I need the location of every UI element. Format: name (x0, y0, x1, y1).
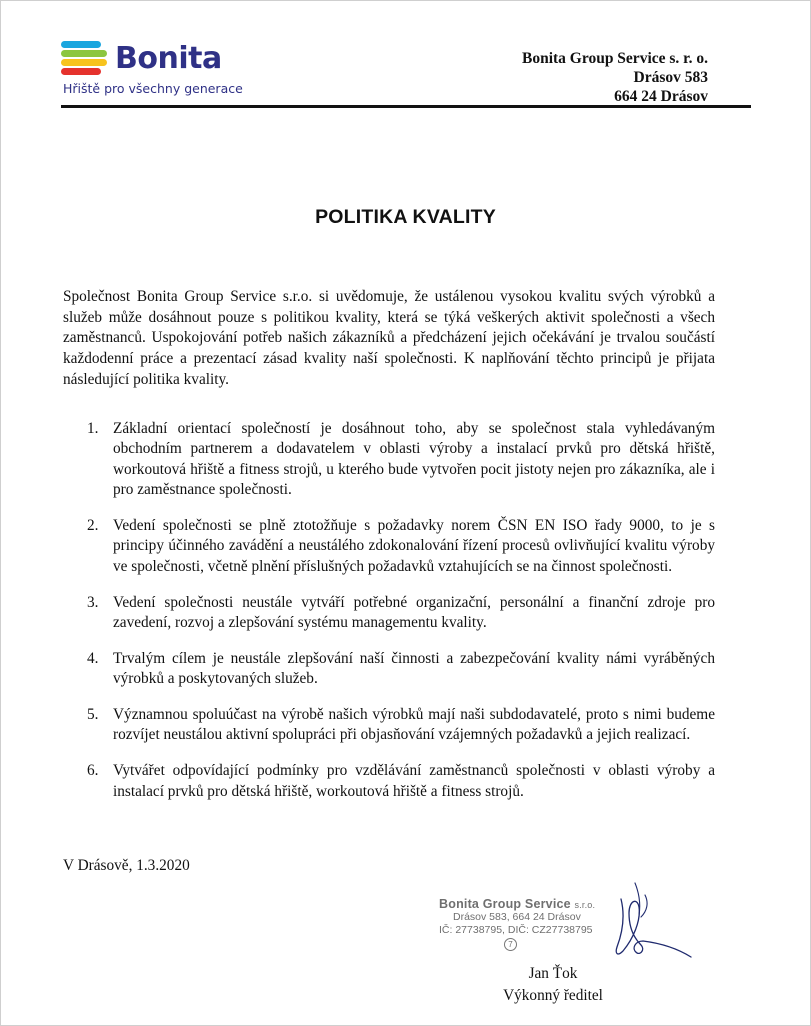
company-street: Drásov 583 (633, 69, 708, 86)
list-item-number: 5. (87, 706, 99, 724)
signer-role: Výkonný ředitel (503, 987, 603, 1004)
list-item (87, 705, 715, 746)
company-city: 664 24 Drásov (614, 88, 708, 105)
stamp-company: Bonita Group Service (439, 897, 571, 911)
document-title: POLITIKA KVALITY (315, 206, 496, 228)
company-name: Bonita Group Service s. r. o. (521, 50, 708, 67)
signer-block (491, 963, 615, 1007)
company-logo (61, 37, 251, 101)
list-item (87, 761, 715, 802)
list-item-text: Vedení společnosti neustále vytváří potřebné organizační, personální a finanční zdroje pro zavedení, rozvoj a zlepšování systému managementu kvality. (113, 593, 715, 632)
stamp-ids: IČ: 27738795, DIČ: CZ27738795 (439, 924, 593, 936)
logo-tagline: Hřiště pro všechny generace (63, 81, 243, 96)
header-divider (61, 105, 751, 108)
list-item (87, 516, 715, 577)
list-item (87, 419, 715, 501)
list-item-number: 1. (87, 420, 99, 437)
place-and-date: V Drásově, 1.3.2020 (63, 857, 190, 874)
list-item-text: Základní orientací společností je dosáhnout toho, aby se společnost stala vyhledávaným obchodním partnerem a dodavatelem v oblasti výroby a instalací prvků pro dětská hřiště, workoutová hřiště a fitness strojů, u kterého bude vytvořen pocit jistoty nejen pro zákazníka, ale i pro zaměstnance společnosti. (113, 420, 715, 499)
list-item-text: Vedení společnosti se plně ztotožňuje s požadavky norem ČSN EN ISO řady 9000, to je s principy účinného zavádění a neustálého zdokonalování řízení procesů ovlivňující kvalitu výroby ve společnosti, včetně plnění příslušných požadavků vztahujících se na činnost společnosti. (113, 517, 715, 575)
stamp-address: Drásov 583, 664 24 Drásov (453, 911, 581, 923)
logo-wordmark: Bonita (115, 41, 222, 76)
list-item-number: 3. (87, 593, 99, 611)
logo-stripes-icon (61, 41, 111, 81)
list-item-number: 6. (87, 762, 99, 780)
intro-paragraph: Společnost Bonita Group Service s.r.o. si uvědomuje, že ustálenou vysokou kvalitu svých výrobků a služeb může dosáhnout pouze s politikou kvality, která se týká veškerých aktivit společnosti a všech zaměstnanců. Uspokojování potřeb našich zákazníků a předcházení jejich očekávání je trvalou součástí každodenní práce a prezentací zásad kvality naší společnosti. K naplňování těchto principů je přijata následující politika kvality. (63, 288, 715, 388)
list-item-text: Významnou spoluúčast na výrobě našich výrobků mají naši subdodavatelé, proto s nimi budeme rozvíjet neustálou aktivní spolupráci při objasňování vzájemných požadavků a jejich realizací. (113, 706, 715, 744)
stamp-suffix: s.r.o. (574, 900, 596, 910)
signer-name: Jan Ťok (528, 965, 578, 982)
company-address-block (522, 49, 708, 106)
handwritten-signature (579, 881, 699, 971)
list-item-number: 4. (87, 649, 99, 667)
list-item-number: 2. (87, 517, 99, 535)
policy-list (87, 419, 715, 817)
list-item-text: Vytvářet odpovídající podmínky pro vzdělávání zaměstnanců společnosti v oblasti výroby a instalací prvků pro dětská hřiště, workoutová hřiště a fitness strojů. (113, 762, 715, 800)
list-item (87, 593, 715, 634)
list-item (87, 649, 715, 690)
list-item-text: Trvalým cílem je neustále zlepšování naší činnosti a zabezpečování kvality námi vyráběných výrobků a poskytovaných služeb. (113, 649, 715, 688)
stamp-number: 7 (504, 938, 517, 951)
